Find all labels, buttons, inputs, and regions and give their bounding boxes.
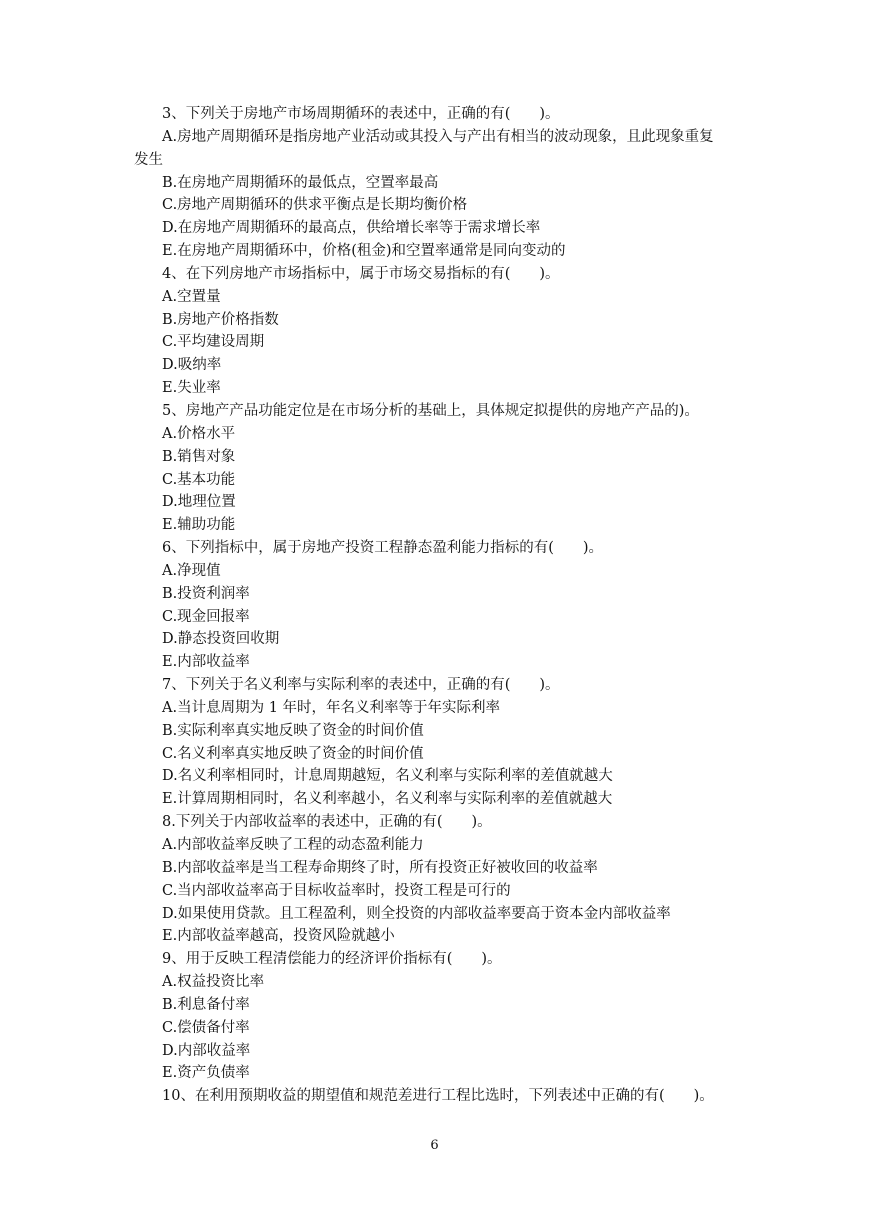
question-6-option-c: C.现金回报率 [162,608,250,625]
question-6-option-e: E.内部收益率 [162,654,250,671]
question-5-option-d: D.地理位置 [162,494,236,511]
question-5-option-e: E.辅助功能 [162,517,236,534]
question-5-option-b: B.销售对象 [162,448,236,465]
question-9-stem: 9、用于反映工程清偿能力的经济评价指标有( )。 [162,951,502,968]
question-8-option-b: B.内部收益率是当工程寿命期终了时，所有投资正好被收回的收益率 [162,859,598,876]
question-7-option-b: B.实际利率真实地反映了资金的时间价值 [162,722,424,739]
question-3-option-a-continuation: 发生 [134,151,163,168]
question-5-option-a: A.价格水平 [162,425,236,442]
question-8-option-a: A.内部收益率反映了工程的动态盈利能力 [162,837,424,853]
question-3-option-d: D.在房地产周期循环的最高点，供给增长率等于需求增长率 [162,220,541,237]
question-8-stem: 8.下列关于内部收益率的表述中，正确的有( )。 [162,814,492,831]
question-9-option-e: E.资产负债率 [162,1065,250,1082]
question-3-option-a: A.房地产周期循环是指房地产业活动或其投入与产出有相当的波动现象，且此现象重复 [162,128,714,145]
question-5-option-c: C.基本功能 [162,471,236,488]
question-5-stem: 5、房地产产品功能定位是在市场分析的基础上，具体规定拟提供的房地产产品的)。 [162,402,699,419]
question-4-stem: 4、在下列房地产市场指标中，属于市场交易指标的有( )。 [162,265,560,282]
question-4-option-a: A.空置量 [162,288,221,305]
question-9-option-b: B.利息备付率 [162,996,250,1013]
question-8-option-d: D.如果使用贷款。且工程盈利，则全投资的内部收益率要高于资本金内部收益率 [162,905,671,922]
question-9-option-d: D.内部收益率 [162,1042,251,1059]
question-8-option-c: C.当内部收益率高于目标收益率时，投资工程是可行的 [162,882,511,899]
question-7-stem: 7、下列关于名义利率与实际利率的表述中，正确的有( )。 [162,677,560,694]
question-3-option-b: B.在房地产周期循环的最低点，空置率最高 [162,174,439,191]
question-3-option-e: E.在房地产周期循环中，价格(租金)和空置率通常是同向变动的 [162,243,566,260]
question-6-option-b: B.投资利润率 [162,585,250,602]
page-number: 6 [430,1138,439,1153]
question-9-option-a: A.权益投资比率 [162,974,265,991]
question-10-stem: 10、在利用预期收益的期望值和规范差进行工程比选时，下列表述中正确的有( )。 [162,1088,714,1105]
question-3-option-c: C.房地产周期循环的供求平衡点是长期均衡价格 [162,197,468,214]
question-7-option-d: D.名义利率相同时，计息周期越短，名义利率与实际利率的差值就越大 [162,768,613,785]
question-6-option-d: D.静态投资回收期 [162,631,280,648]
question-7-option-c: C.名义利率真实地反映了资金的时间价值 [162,745,424,762]
question-3-stem: 3、下列关于房地产市场周期循环的表述中，正确的有( )。 [162,106,560,122]
question-4-option-c: C.平均建设周期 [162,334,265,351]
question-7-option-a: A.当计息周期为 1 年时，年名义利率等于年实际利率 [162,699,501,716]
question-6-stem: 6、下列指标中，属于房地产投资工程静态盈利能力指标的有( )。 [162,540,604,557]
question-6-option-a: A.净现值 [162,562,221,579]
question-4-option-d: D.吸纳率 [162,357,222,374]
question-4-option-e: E.失业率 [162,380,221,397]
question-4-option-b: B.房地产价格指数 [162,311,279,328]
question-7-option-e: E.计算周期相同时，名义利率越小，名义利率与实际利率的差值就越大 [162,791,613,808]
question-list [134,103,744,1108]
question-9-option-c: C.偿债备付率 [162,1019,250,1036]
question-8-option-e: E.内部收益率越高，投资风险就越小 [162,928,395,945]
